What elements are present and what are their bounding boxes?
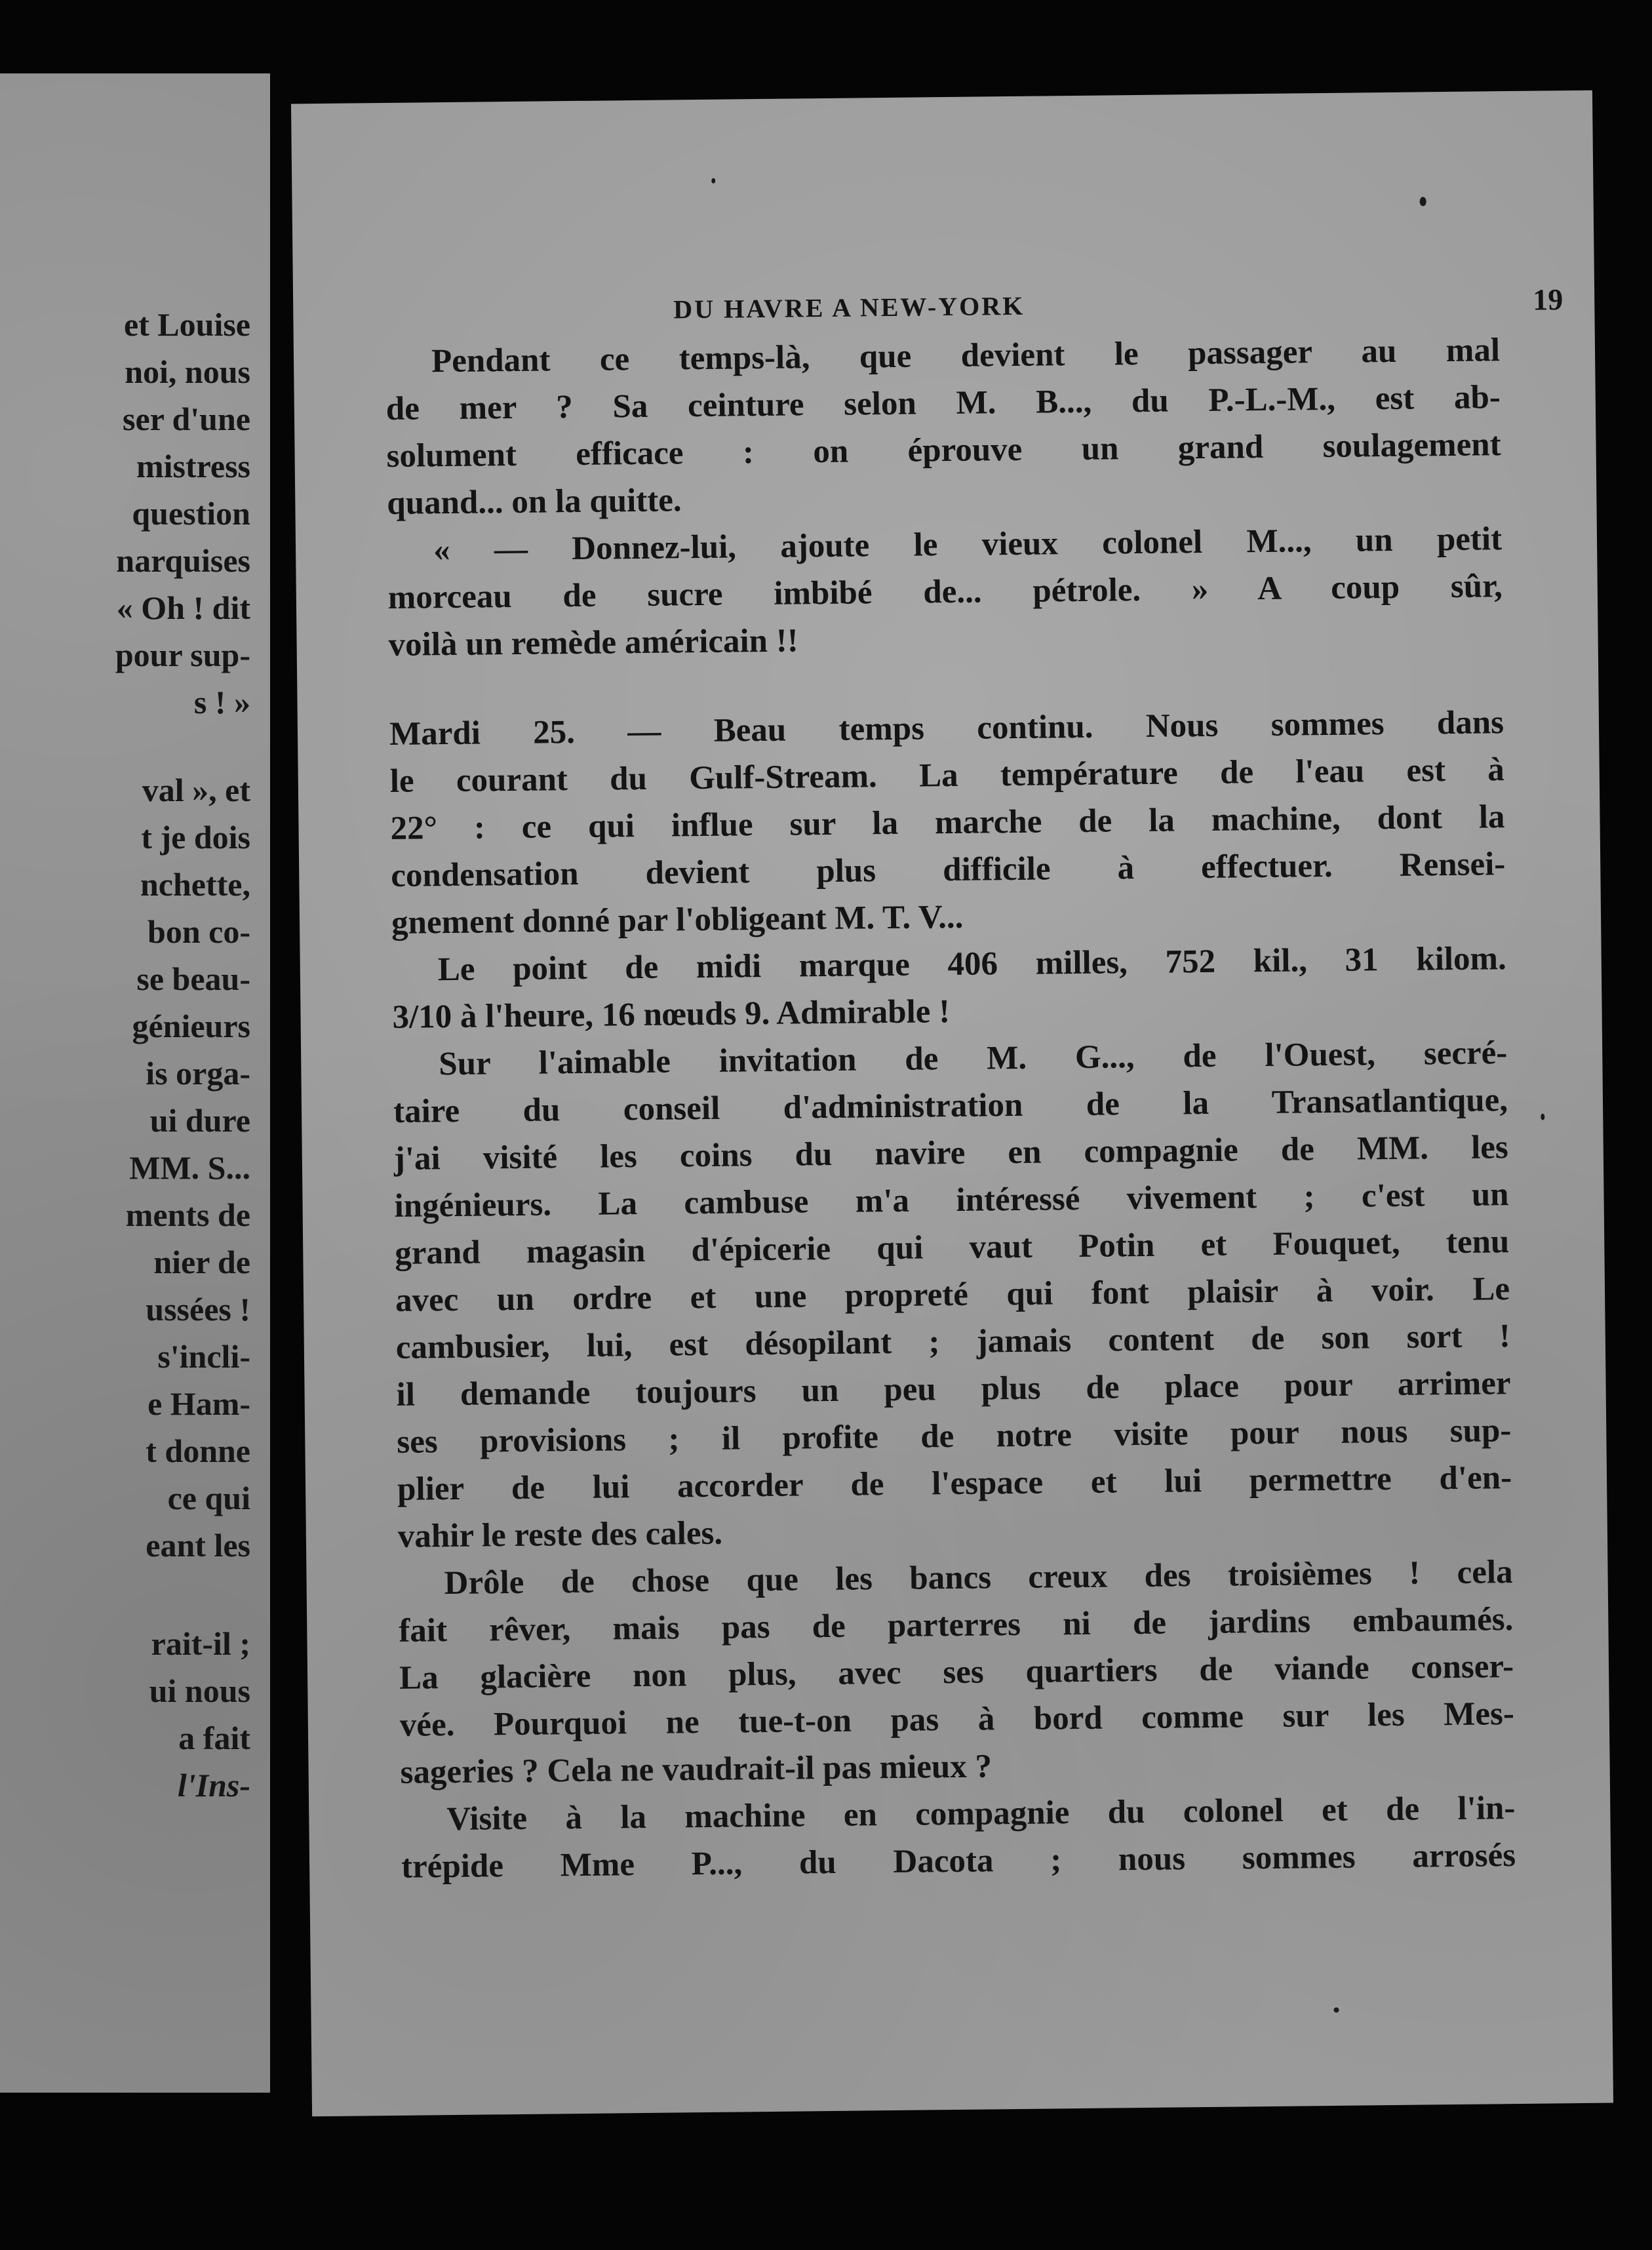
left-page-line: ui dure [149, 1102, 250, 1139]
left-page-line: l'Ins- [177, 1767, 250, 1804]
left-page-line: ce qui [167, 1480, 250, 1516]
left-page-line: s ! » [193, 684, 250, 720]
left-page-line: rait-il ; [151, 1625, 250, 1662]
left-page-line: question [132, 495, 250, 532]
left-page-line: ui nous [149, 1672, 250, 1709]
text-line: vée. Pourquoi ne tue-t-on pas à bord comme sur les Mes- [399, 1695, 1515, 1744]
text-line: « — Donnez-lui, ajoute le vieux colonel M..., un petit [433, 521, 1503, 569]
right-page [291, 90, 1613, 2117]
left-page-line: MM. S... [129, 1149, 250, 1186]
left-page-line: pour sup- [115, 637, 250, 673]
left-page-line: is orga- [146, 1055, 250, 1092]
left-page-line: se beau- [136, 960, 250, 997]
left-page-line: val », et [142, 772, 250, 808]
scan-speck [711, 178, 715, 184]
left-page-line: génieurs [132, 1008, 250, 1044]
page-header [293, 285, 1595, 338]
left-page-line: et Louise [123, 306, 250, 343]
text-line: fait rêver, mais pas de parterres ni de jardins embaumés. [399, 1601, 1514, 1649]
text-line: Drôle de chose que les bancs creux des troisièmes ! cela [444, 1554, 1513, 1602]
left-page-line: eant les [146, 1527, 250, 1564]
text-line: le courant du Gulf-Stream. La température de l'eau est à [389, 751, 1505, 800]
text-line: avec un ordre et une propreté qui font plaisir à voir. Le [395, 1271, 1510, 1319]
left-page-line: « Oh ! dit [116, 589, 250, 626]
text-line: La glacière non plus, avec ses quartiers de viande conser- [399, 1648, 1514, 1697]
left-page-line: bon co- [148, 913, 250, 950]
text-line: Le point de midi marque 406 milles, 752 kil., 31 kilom. [437, 940, 1507, 989]
text-line: Pendant ce temps-là, que devient le passager au mal [431, 332, 1501, 380]
left-page-line: t je dois [141, 819, 250, 856]
left-page-line: mistress [136, 448, 250, 484]
text-line: il demande toujours un peu plus de place pour arrimer [396, 1365, 1511, 1413]
left-page-line: narquises [116, 542, 250, 579]
scan-speck [1333, 2007, 1339, 2013]
left-page-line: nchette, [140, 866, 250, 903]
text-line: cambusier, lui, est désopilant ; jamais content de son sort ! [395, 1318, 1511, 1366]
left-page-line: nier de [153, 1244, 250, 1280]
text-line: solument efficace : on éprouve un grand soulagement [386, 426, 1501, 475]
text-line: 3/10 à l'heure, 16 nœuds 9. Admirable ! [392, 993, 951, 1036]
running-head: DU HAVRE A NEW-YORK [673, 290, 1025, 325]
left-page-line: noi, nous [125, 353, 250, 390]
text-line: sageries ? Cela ne vaudrait-il pas mieux ? [400, 1748, 993, 1791]
text-line: ses provisions ; il profite de notre visite pour nous sup- [397, 1412, 1512, 1461]
text-line: trépide Mme P..., du Dacota ; nous sommes arrosés [401, 1837, 1516, 1885]
text-line: Mardi 25. — Beau temps continu. Nous sommes dans [389, 704, 1504, 753]
text-line: gnement donné par l'obligeant M. T. V... [391, 898, 964, 941]
scan-speck [1541, 1114, 1544, 1120]
page-number: 19 [1532, 283, 1564, 317]
text-line: vahir le reste des cales. [397, 1514, 723, 1555]
text-line: Sur l'aimable invitation de M. G..., de l'Ouest, secré- [439, 1035, 1508, 1083]
text-line: voilà un remède américain !! [388, 622, 799, 663]
text-line: 22° : ce qui influe sur la marche de la machine, dont la [390, 799, 1505, 847]
scan-speck [1420, 197, 1426, 206]
left-page [0, 73, 270, 2093]
text-line: grand magasin d'épicerie qui vaut Potin et Fouquet, tenu [395, 1223, 1510, 1272]
left-page-line: ser d'une [123, 401, 250, 437]
left-page-line: a fait [178, 1720, 250, 1756]
text-line: ingénieurs. La cambuse m'a intéressé vivement ; c'est un [394, 1176, 1509, 1225]
left-page-line: ussées ! [146, 1291, 250, 1328]
left-page-line: e Ham- [148, 1385, 250, 1422]
left-page-line: t donne [146, 1432, 250, 1469]
text-line: morceau de sucre imbibé de... pétrole. » A coup sûr, [387, 568, 1503, 616]
left-page-line: s'incli- [157, 1338, 250, 1375]
left-page-line: ments de [125, 1196, 250, 1233]
text-line: j'ai visité les coins du navire en compagnie de MM. les [393, 1129, 1509, 1177]
text-line: quand... on la quitte. [387, 482, 682, 522]
text-line: taire du conseil d'administration de la Transatlantique, [393, 1082, 1508, 1130]
text-line: de mer ? Sa ceinture selon M. B..., du P.-L.-M., est ab- [385, 379, 1501, 427]
text-line: condensation devient plus difficile à effectuer. Rensei- [391, 846, 1506, 894]
text-line: Visite à la machine en compagnie du colonel et de l'in- [446, 1790, 1516, 1838]
text-line: plier de lui accorder de l'espace et lui permettre d'en- [397, 1459, 1512, 1508]
